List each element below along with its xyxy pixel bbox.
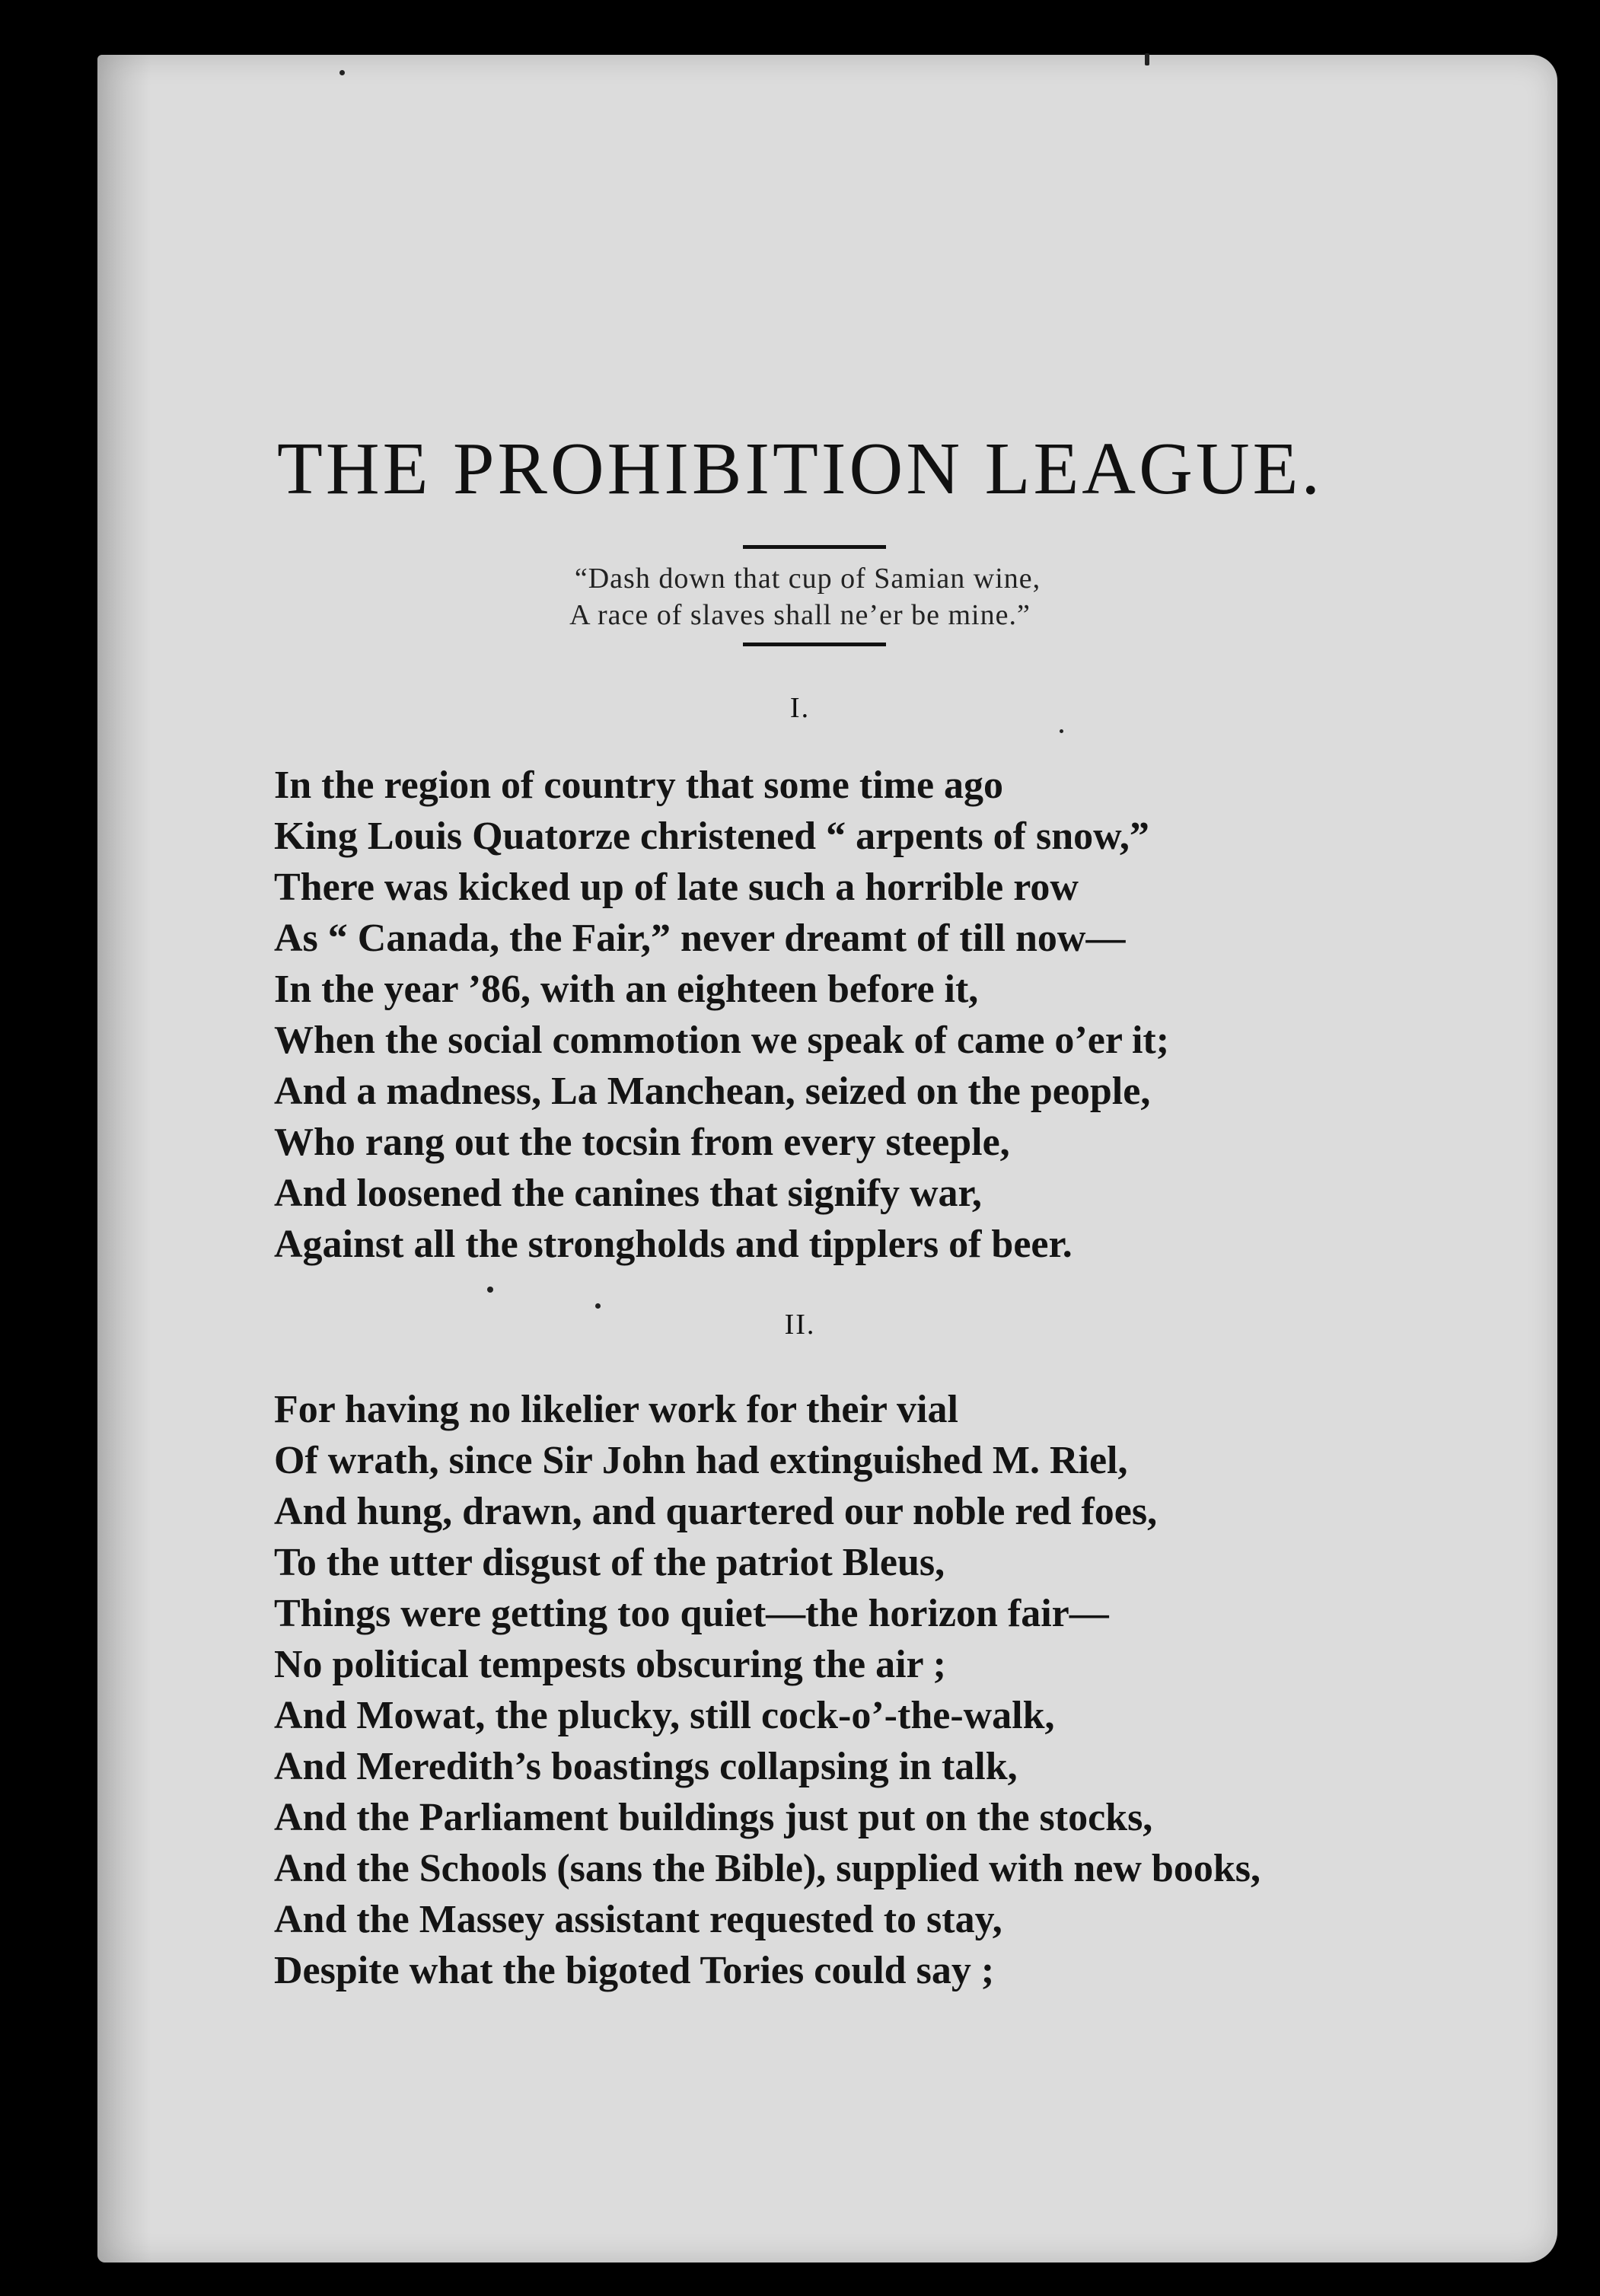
verse-line: For having no likelier work for their vial xyxy=(274,1388,958,1431)
verse-line: There was kicked up of late such a horrible row xyxy=(274,866,1079,909)
ink-speck xyxy=(487,1287,493,1293)
verse-line: To the utter disgust of the patriot Bleus, xyxy=(274,1541,945,1584)
stanza-1 xyxy=(274,760,1169,1270)
epigraph-line: “Dash down that cup of Samian wine, xyxy=(574,563,1041,595)
verse-line: And the Parliament buildings just put on the stocks, xyxy=(274,1796,1153,1839)
verse-line: Despite what the bigoted Tories could say ; xyxy=(274,1949,995,1992)
verse-line: No political tempests obscuring the air ; xyxy=(274,1643,946,1686)
ink-speck xyxy=(339,70,345,75)
ink-speck xyxy=(595,1303,601,1309)
ink-speck xyxy=(1145,53,1149,65)
verse-line: And Mowat, the plucky, still cock-o’-the-walk, xyxy=(274,1694,1055,1737)
page-edge-shadow xyxy=(97,55,151,2263)
verse-line: Who rang out the tocsin from every steeple, xyxy=(274,1121,1010,1164)
verse-line: And a madness, La Manchean, seized on the people, xyxy=(274,1070,1151,1113)
verse-line: King Louis Quatorze christened “ arpents of snow,” xyxy=(274,815,1149,858)
verse-line: And the Massey assistant requested to stay, xyxy=(274,1898,1002,1941)
verse-line: In the region of country that some time ago xyxy=(274,764,1004,807)
verse-line: Against all the strongholds and tipplers of beer. xyxy=(274,1223,1073,1266)
verse-line: And loosened the canines that signify war, xyxy=(274,1172,982,1215)
ink-speck xyxy=(1060,729,1063,733)
section-numeral-2: II. xyxy=(784,1309,816,1341)
epigraph-divider xyxy=(743,643,886,646)
epigraph-line: A race of slaves shall ne’er be mine.” xyxy=(569,599,1031,631)
verse-line: Of wrath, since Sir John had extinguished M. Riel, xyxy=(274,1439,1128,1482)
verse-line: As “ Canada, the Fair,” never dreamt of till now— xyxy=(274,917,1126,960)
verse-line: Things were getting too quiet—the horizon fair— xyxy=(274,1592,1109,1635)
verse-line: And Meredith’s boastings collapsing in talk, xyxy=(274,1745,1018,1788)
verse-line: When the social commotion we speak of came o’er it; xyxy=(274,1019,1170,1062)
section-numeral-1: I. xyxy=(789,692,811,724)
stanza-2 xyxy=(274,1384,1261,1996)
verse-line: In the year ’86, with an eighteen before it, xyxy=(274,968,979,1011)
title-divider xyxy=(743,545,886,549)
epigraph xyxy=(0,560,1600,633)
page-title: THE PROHIBITION LEAGUE. xyxy=(277,428,1323,510)
verse-line: And the Schools (sans the Bible), supplied with new books, xyxy=(274,1847,1261,1890)
verse-line: And hung, drawn, and quartered our noble red foes, xyxy=(274,1490,1158,1533)
